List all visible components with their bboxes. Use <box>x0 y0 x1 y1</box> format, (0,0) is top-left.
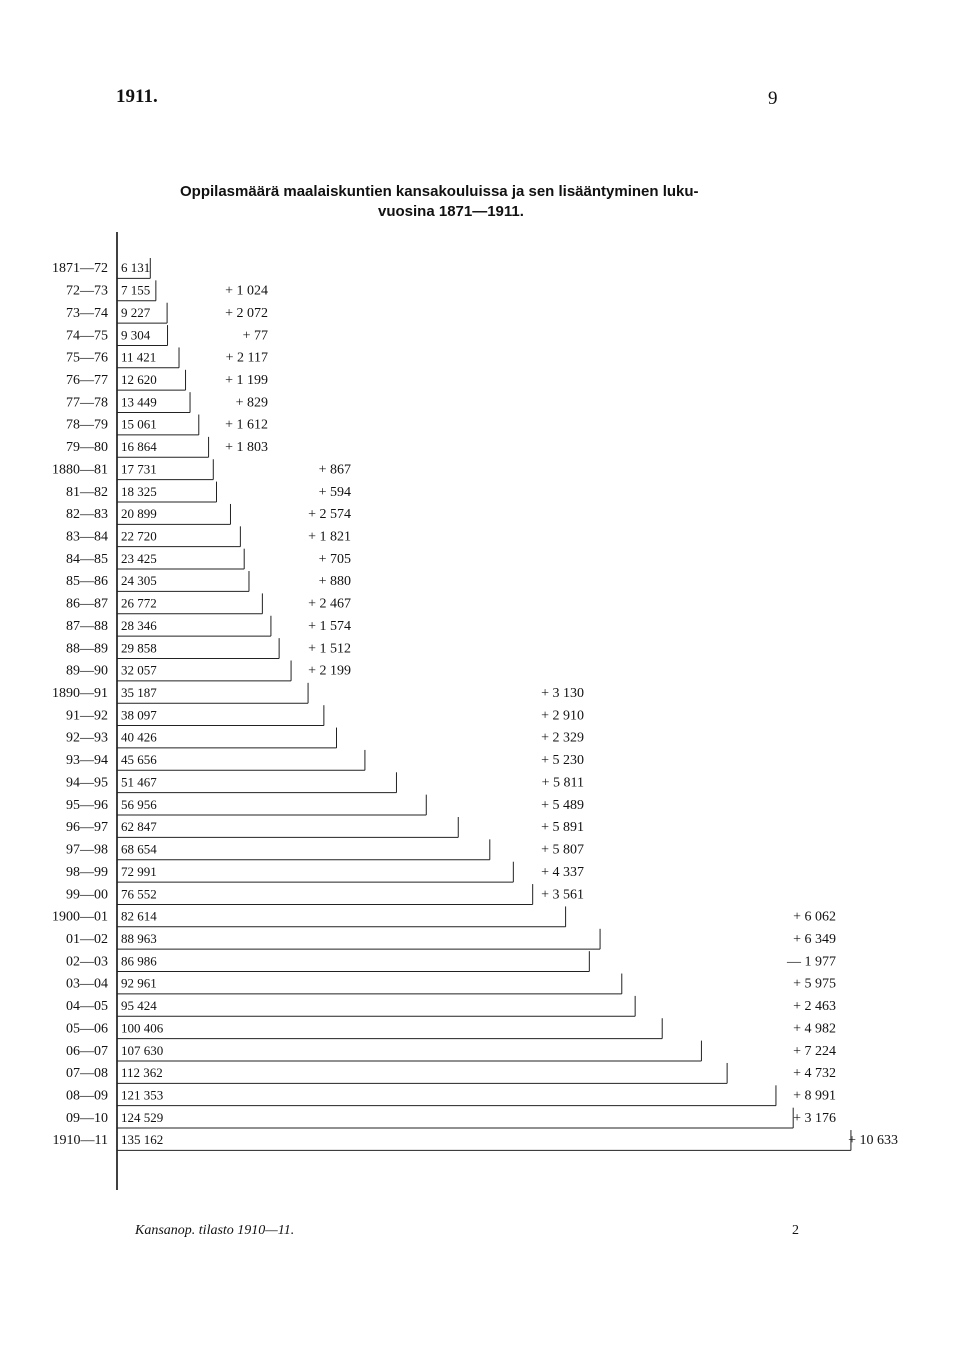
category-label-5: 76—77 <box>66 372 108 388</box>
change-label-36: + 4 732 <box>793 1066 836 1082</box>
category-label-10: 81—82 <box>66 484 108 500</box>
category-label-26: 97—98 <box>66 842 108 858</box>
category-label-21: 92—93 <box>66 730 108 746</box>
category-label-13: 84—85 <box>66 551 108 567</box>
change-label-2: + 2 072 <box>225 305 268 321</box>
change-label-25: + 5 891 <box>541 820 584 836</box>
value-label-25: 62 847 <box>121 819 157 835</box>
chart-title-line-1: Oppilasmäärä maalaiskuntien kansakouluissa ja sen lisääntyminen luku- <box>180 183 699 200</box>
change-label-23: + 5 811 <box>541 775 584 791</box>
value-label-20: 38 097 <box>121 707 157 723</box>
value-label-3: 9 304 <box>121 327 151 343</box>
value-label-1: 7 155 <box>121 282 151 298</box>
change-label-14: + 880 <box>318 574 351 590</box>
value-label-0: 6 131 <box>121 260 151 276</box>
change-label-13: + 705 <box>318 551 351 567</box>
change-label-22: + 5 230 <box>541 753 584 769</box>
source-footnote: Kansanop. tilasto 1910—11. <box>135 1223 295 1238</box>
page-header-year: 1911. <box>116 86 158 107</box>
change-label-7: + 1 612 <box>225 417 268 433</box>
category-label-15: 86—87 <box>66 596 108 612</box>
category-label-30: 01—02 <box>66 931 108 947</box>
value-label-37: 121 353 <box>121 1087 164 1103</box>
value-label-12: 22 720 <box>121 528 157 544</box>
category-label-24: 95—96 <box>66 797 108 813</box>
change-label-12: + 1 821 <box>308 529 351 545</box>
category-label-37: 08—09 <box>66 1088 108 1104</box>
change-label-35: + 7 224 <box>793 1043 836 1059</box>
category-label-36: 07—08 <box>66 1066 108 1082</box>
change-label-17: + 1 512 <box>308 641 351 657</box>
category-label-14: 85—86 <box>66 574 108 590</box>
change-label-27: + 4 337 <box>541 864 584 880</box>
value-label-34: 100 406 <box>121 1020 164 1036</box>
change-label-28: + 3 561 <box>541 887 584 903</box>
category-label-20: 91—92 <box>66 708 108 724</box>
value-label-38: 124 529 <box>121 1109 164 1125</box>
value-label-9: 17 731 <box>121 461 157 477</box>
category-label-2: 73—74 <box>66 305 108 321</box>
value-label-13: 23 425 <box>121 550 157 566</box>
category-label-0: 1871—72 <box>52 261 108 277</box>
change-label-24: + 5 489 <box>541 797 584 813</box>
value-label-30: 88 963 <box>121 930 157 946</box>
change-label-20: + 2 910 <box>541 708 584 724</box>
change-label-9: + 867 <box>318 462 351 478</box>
value-label-21: 40 426 <box>121 729 157 745</box>
value-label-35: 107 630 <box>121 1042 164 1058</box>
value-label-18: 32 057 <box>121 662 157 678</box>
sheet-number: 2 <box>792 1223 799 1238</box>
category-label-12: 83—84 <box>66 529 108 545</box>
change-label-6: + 829 <box>235 395 268 411</box>
change-label-32: + 5 975 <box>793 976 836 992</box>
change-label-10: + 594 <box>318 484 351 500</box>
value-label-17: 29 858 <box>121 640 157 656</box>
change-label-3: + 77 <box>242 328 268 344</box>
category-label-17: 88—89 <box>66 641 108 657</box>
change-label-5: + 1 199 <box>225 372 268 388</box>
change-label-4: + 2 117 <box>225 350 268 366</box>
category-label-33: 04—05 <box>66 999 108 1015</box>
category-label-18: 89—90 <box>66 663 108 679</box>
category-label-11: 82—83 <box>66 507 108 523</box>
value-label-8: 16 864 <box>121 439 157 455</box>
category-label-1: 72—73 <box>66 283 108 299</box>
category-label-32: 03—04 <box>66 976 108 992</box>
category-label-25: 96—97 <box>66 820 108 836</box>
category-label-38: 09—10 <box>66 1110 108 1126</box>
change-label-16: + 1 574 <box>308 618 351 634</box>
category-label-16: 87—88 <box>66 618 108 634</box>
value-label-16: 28 346 <box>121 617 157 633</box>
category-label-3: 74—75 <box>66 328 108 344</box>
change-label-1: + 1 024 <box>225 283 268 299</box>
value-label-24: 56 956 <box>121 796 157 812</box>
value-label-29: 82 614 <box>121 908 157 924</box>
category-label-6: 77—78 <box>66 395 108 411</box>
change-label-33: + 2 463 <box>793 999 836 1015</box>
change-label-38: + 3 176 <box>793 1110 836 1126</box>
category-label-19: 1890—91 <box>52 686 108 702</box>
value-label-31: 86 986 <box>121 953 157 969</box>
value-label-2: 9 227 <box>121 304 151 320</box>
category-label-7: 78—79 <box>66 417 108 433</box>
value-label-23: 51 467 <box>121 774 157 790</box>
value-label-7: 15 061 <box>121 416 157 432</box>
category-label-31: 02—03 <box>66 954 108 970</box>
category-label-34: 05—06 <box>66 1021 108 1037</box>
value-label-19: 35 187 <box>121 685 157 701</box>
value-label-36: 112 362 <box>121 1065 163 1081</box>
value-label-32: 92 961 <box>121 975 157 991</box>
change-label-26: + 5 807 <box>541 842 584 858</box>
change-label-29: + 6 062 <box>793 909 836 925</box>
category-label-27: 98—99 <box>66 864 108 880</box>
category-label-23: 94—95 <box>66 775 108 791</box>
value-label-33: 95 424 <box>121 998 157 1014</box>
value-label-14: 24 305 <box>121 573 157 589</box>
change-label-18: + 2 199 <box>308 663 351 679</box>
change-label-30: + 6 349 <box>793 931 836 947</box>
value-label-22: 45 656 <box>121 752 157 768</box>
category-label-35: 06—07 <box>66 1043 108 1059</box>
category-label-22: 93—94 <box>66 753 108 769</box>
category-label-4: 75—76 <box>66 350 108 366</box>
change-label-21: + 2 329 <box>541 730 584 746</box>
change-label-37: + 8 991 <box>793 1088 836 1104</box>
change-label-39: + 10 633 <box>848 1133 898 1149</box>
category-label-39: 1910—11 <box>52 1133 108 1149</box>
category-label-9: 1880—81 <box>52 462 108 478</box>
change-label-31: — 1 977 <box>787 954 836 970</box>
category-label-28: 99—00 <box>66 887 108 903</box>
value-label-28: 76 552 <box>121 886 157 902</box>
chart-title-line-2: vuosina 1871—1911. <box>378 203 524 220</box>
category-label-8: 79—80 <box>66 440 108 456</box>
value-label-4: 11 421 <box>121 349 157 365</box>
value-label-15: 26 772 <box>121 595 157 611</box>
value-label-10: 18 325 <box>121 483 157 499</box>
value-label-6: 13 449 <box>121 394 157 410</box>
value-label-39: 135 162 <box>121 1132 164 1148</box>
change-label-11: + 2 574 <box>308 507 351 523</box>
value-label-5: 12 620 <box>121 371 157 387</box>
change-label-34: + 4 982 <box>793 1021 836 1037</box>
value-label-26: 68 654 <box>121 841 157 857</box>
value-label-11: 20 899 <box>121 506 157 522</box>
change-label-19: + 3 130 <box>541 686 584 702</box>
value-label-27: 72 991 <box>121 863 157 879</box>
category-label-29: 1900—01 <box>52 909 108 925</box>
change-label-15: + 2 467 <box>308 596 351 612</box>
page-number: 9 <box>768 88 778 109</box>
change-label-8: + 1 803 <box>225 440 268 456</box>
